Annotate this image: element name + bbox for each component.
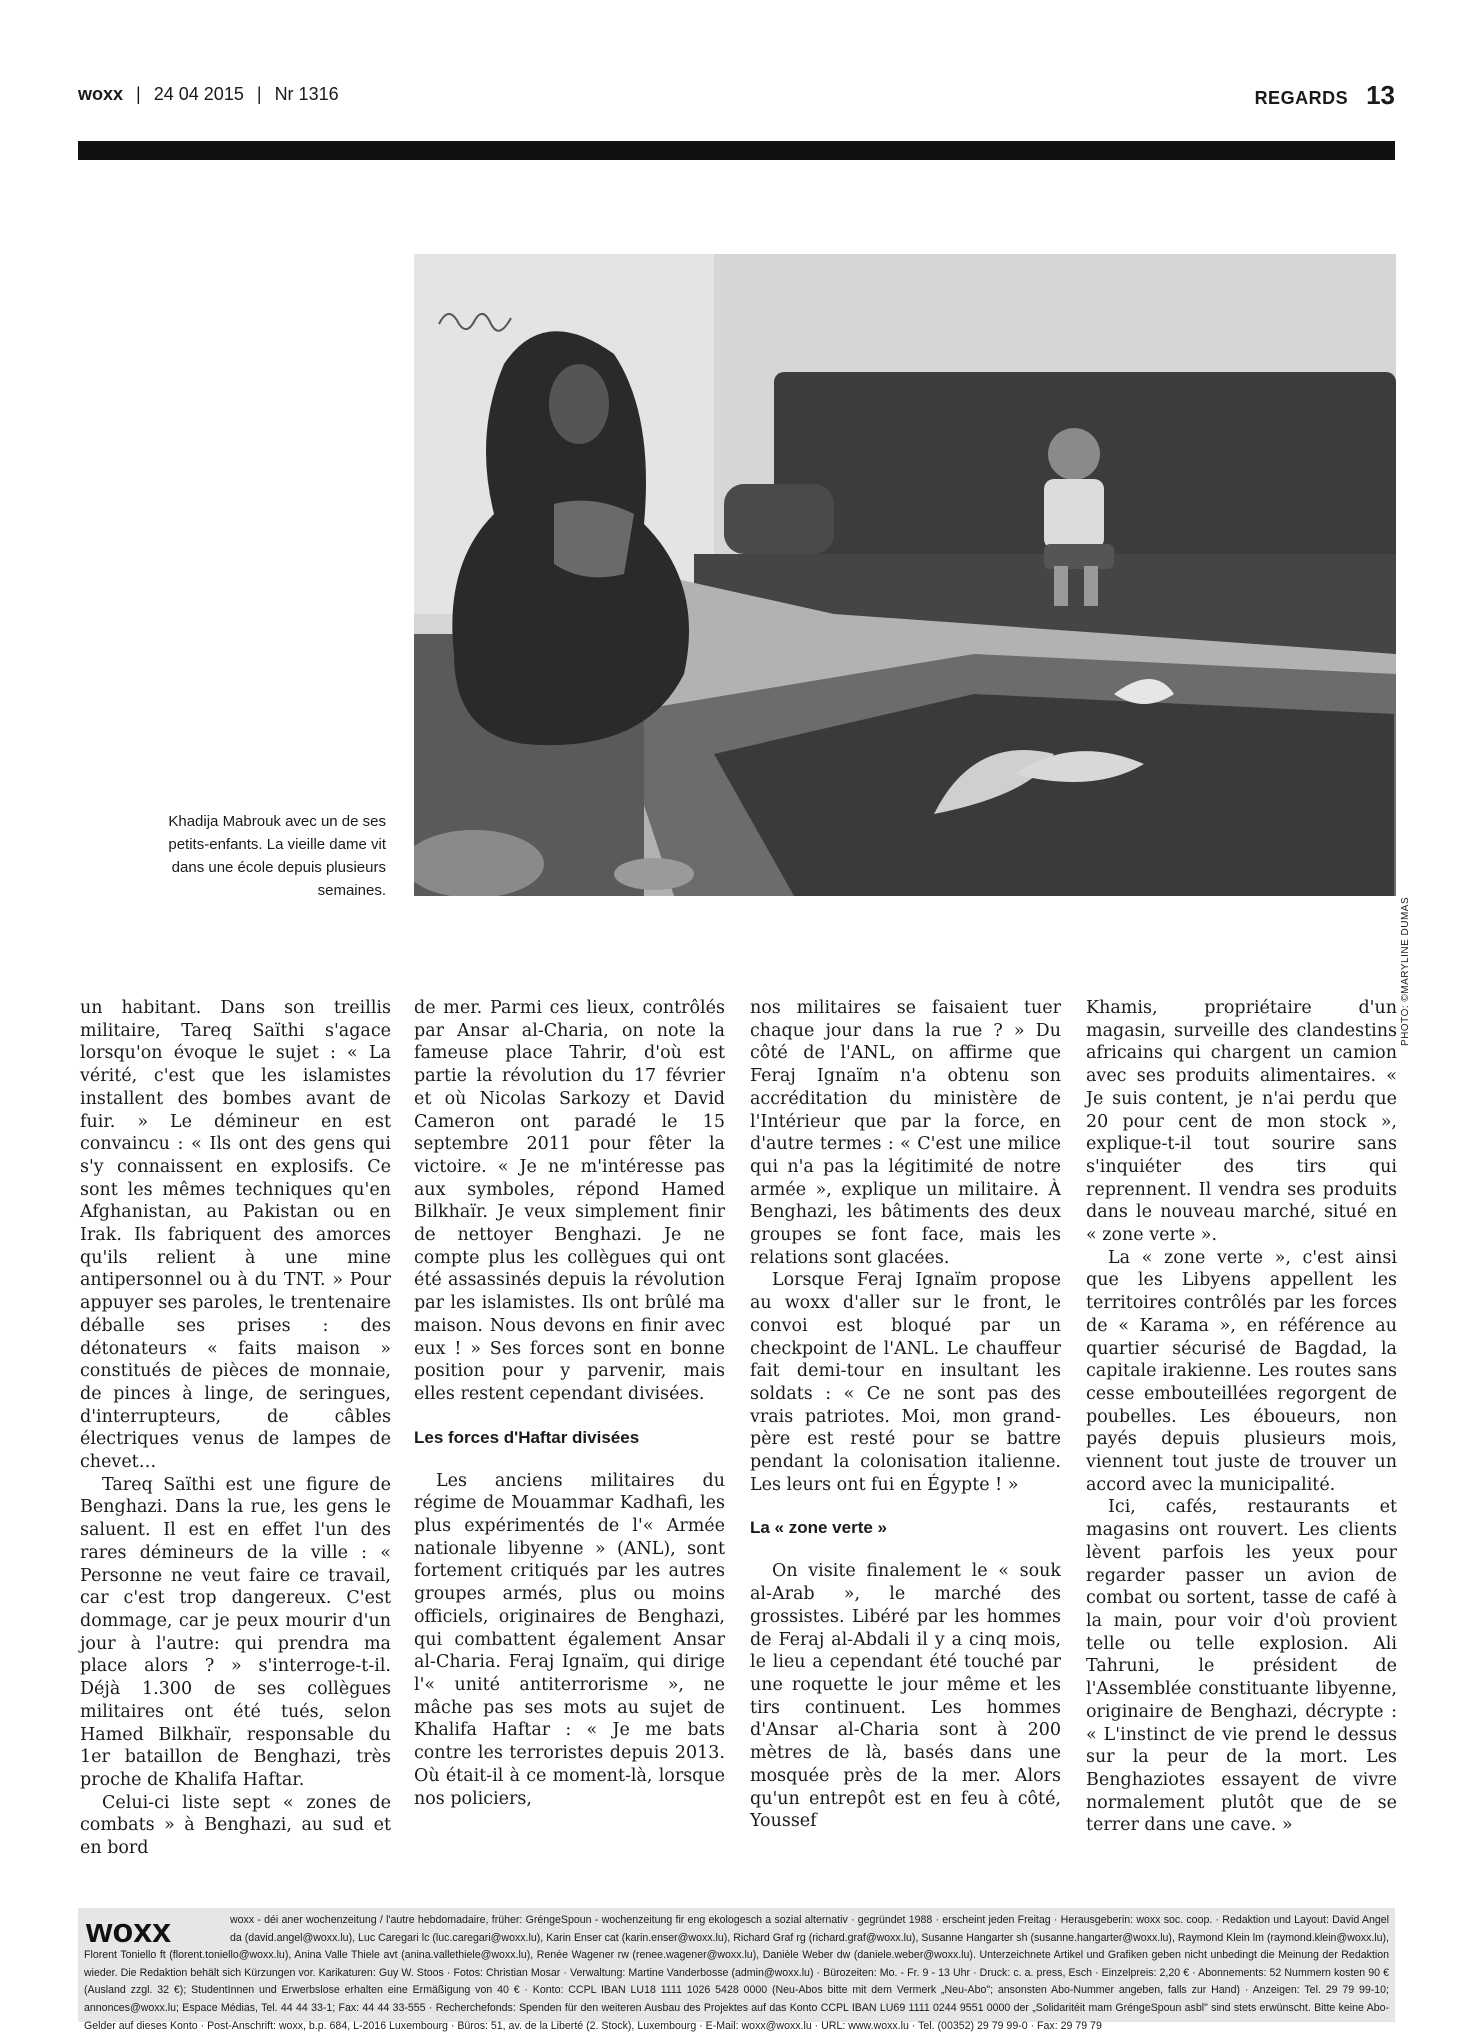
subheading: La « zone verte » [750,1518,888,1538]
paragraph: Khamis, propriétaire d'un magasin, surveille des clandestins africains qui chargent un camion avec ses produits alimentaires. « Je suis content, je n'ai perdu que 20 pour cent de mon stock », explique-t-il tout sourire sans s'inquiéter des tirs qui reprennent. Il vendra ses produits dans le nouveau marché, situé en « zone verte ». [1086,998,1397,1246]
header-right [1255,80,1395,111]
page-number: 13 [1366,80,1395,110]
separator: | [136,84,141,104]
photo-credit-text: PHOTO: ©MARYLINE DUMAS [1400,896,1411,1046]
paragraph: Lorsque Feraj Ignaïm propose au woxx d'aller sur le front, le convoi est bloqué par un checkpoint de l'ANL. Le chauffeur fait demi-tour en insultant les soldats : « Ce ne sont pas des vrais patriotes. Moi, mon grand-père est resté pour se battre pendant la colonisation italienne. Les leurs ont fui en Égypte ! » [750,1270,1061,1495]
imprint-box [78,1908,1395,2032]
photo-caption: Khadija Mabrouk avec un de ses petits-enfants. La vieille dame vit dans une école depuis plusieurs semaines. [168,813,386,899]
issue-date: 24 04 2015 [153,84,244,104]
woxx-logo-icon [84,1912,224,1946]
issue-number: Nr 1316 [274,84,339,104]
article-column-4 [1086,997,1397,1837]
svg-text:woxx: woxx [86,1912,172,1946]
paragraph: On visite finalement le « souk al-Arab », le marché des grossistes. Libéré par les hommes de Feraj al-Abdali il y a cinq mois, le lieu a cependant été touché par une roquette le jour même et les tirs continuent. Les hommes d'Ansar al-Charia sont à 200 mètres de là, basés dans une mosquée près de la mer. Alors qu'un entrepôt est en feu à côté, Youssef [750,1561,1061,1832]
paragraph: nos militaires se faisaient tuer chaque jour dans la rue ? » Du côté de l'ANL, on affirme que Feraj Ignaïm n'a obtenu son accréditation du ministère de l'Intérieur que par la force, en d'autre termes : « C'est une milice qui n'a pas la légitimité de notre armée », explique un militaire. À Benghazi, les bâtiments des deux groupes se font face, mais les relations sont glacées. [750,998,1061,1268]
article-column-1 [80,997,391,1860]
subheading: Les forces d'Haftar divisées [414,1427,640,1447]
article-column-2 [414,997,725,1810]
header-left [78,84,339,105]
separator: | [256,84,262,104]
paragraph: La « zone verte », c'est ainsi que les Libyens appellent les territoires contrôlés par les forces de « Karama », en référence au quartier sécurisé de Bagdad, la capitale irakienne. Les routes sans cesse embouteillées regorgent de poubelles. Les éboueurs, non payés depuis plusieurs mois, viennent tout juste de trouver un accord avec la municipalité. [1086,1247,1397,1495]
paragraph: Celui-ci liste sept « zones de combats » à Benghazi, au sud et en bord [80,1792,391,1859]
photo-credit [1399,896,1413,1046]
imprint-logo [84,1912,230,1946]
paragraph: Les anciens militaires du régime de Mouammar Kadhafi, les plus expérimentés de l'« Armée nationale libyenne » (ANL), sont fortement critiqués par les autres groupes armés, plus ou moins officiels, originaires de Benghazi, qui combattent également Ansar al-Charia. Feraj Ignaïm, qui dirige l'« unité antiterrorisme », ne mâche pas ses mots au sujet de Khalifa Haftar : « Je me bats contre les terroristes depuis 2013. Où était-il à ce moment-là, lorsque nos policiers, [414,1470,725,1809]
paragraph: un habitant. Dans son treillis militaire, Tareq Saïthi s'agace lorsqu'on évoque le sujet : « La vérité, c'est que les islamistes installent des bombes avant de fuir. » Le démineur en est convaincu : « Ils ont des gens qui s'y connaissent en explosifs. Ce sont les mêmes techniques qu'en Afghanistan, au Pakistan ou en Irak. Ils fabriquent des amorces qu'ils relient à une mine antipersonnel ou à du TNT. » Pour appuyer ses paroles, le trentenaire déballe ses prises : des détonateurs « faits maison » constitués de pièces de monnaie, de pinces à linge, de seringues, d'interrupteurs, de câbles électriques venus de lampes de chevet… [80,998,391,1473]
paragraph: de mer. Parmi ces lieux, contrôlés par Ansar al-Charia, on note la fameuse place Tahrir, d'où est partie la révolution du 17 février et où Nicolas Sarkozy et David Cameron ont paradé le 15 septembre 2011 pour fêter la victoire. « Je ne m'intéresse pas aux symboles, répond Hamed Bilkhaïr. Je veux simplement finir de nettoyer Benghazi. Je ne compte plus les collègues qui ont été assassinés depuis la révolution par les islamistes. Ils ont brûlé ma maison. Nous devons en finir avec eux ! » Ses forces sont en bonne position pour y parvenir, mais elles restent cependant divisées. [414,998,725,1404]
imprint-text: woxx - déi aner wochenzeitung / l'autre hebdomadaire, früher: GréngeSpoun - wochenzeitung fir eng ekologesch a sozial alternativ · gegründet 1988 · erscheint jeden Freitag · Herausgeberin: woxx soc. coop. · Redaktion und Layout: David Angel da (david.angel@woxx.lu), Luc Caregari lc (luc.caregari@woxx.lu), Karin Enser cat (karin.enser@woxx.lu), Richard Graf rg (richard.graf@woxx.lu), Susanne Hangarter sh (susanne.hangarter@woxx.lu), Raymond Klein lm (raymond.klein@woxx.lu), Florent Toniello ft (florent.toniello@woxx.lu), Anina Valle Thiele avt (anina.vallethiele@woxx.lu), Renée Wagener rw (renee.wagener@woxx.lu), Danièle Weber dw (daniele.weber@woxx.lu). Unterzeichnete Artikel und Grafiken geben nicht unbedingt die Meinung der Redaktion wieder. Die Redaktion behält sich Kürzungen vor. Karikaturen: Guy W. Stoos · Fotos: Christian Mosar · Verwaltung: Martine Vanderbosse (admin@woxx.lu) · Bürozeiten: Mo. - Fr. 9 - 13 Uhr · Druck: c. a. press, Esch · Einzelpreis: 2,20 € · Abonnements: 52 Nummern kosten 90 € (Ausland zzgl. 32 €); StudentInnen und Erwerbslose erhalten eine Ermäßigung von 40 € · Konto: CCPL IBAN LU18 1111 1026 5428 0000 (Neu-Abos bitte mit dem Vermerk „Neu-Abo"; ansonsten Abo-Nummer angeben, falls zur Hand) · Anzeigen: Tel. 29 79 99-10; annonces@woxx.lu; Espace Médias, Tel. 44 44 33-1; Fax: 44 44 33-555 · Recherchefonds: Spenden für den weiteren Ausbau des Projektes auf das Konto CCPL IBAN LU69 1111 0244 9551 0000 der „Solidaritéit mam GréngeSpoun asbl" sind stets erwünscht. Bitte keine Abo-Gelder auf dieses Konto · Post-Anschrift: woxx, b.p. 684, L-2016 Luxembourg · Büros: 51, av. de la Liberté (2. Stock), Luxembourg · E-Mail: woxx@woxx.lu · URL: www.woxx.lu · Tel. (00352) 29 79 99-0 · Fax: 29 79 79 [84,1914,1389,2032]
paragraph: Tareq Saïthi est une figure de Benghazi. Dans la rue, les gens le saluent. Il est en effet l'un des rares démineurs de la ville : « Personne ne veut faire ce travail, car c'est trop dangereux. C'est dommage, car je peux mourir d'un jour à l'autre: qui prendra ma place alors ? » s'interroge-t-il. Déjà 1.300 de ses collègues militaires ont été tués, selon Hamed Bilkhaïr, responsable du 1er bataillon de Benghazi, très proche de Khalifa Haftar. [80,1474,391,1790]
article-photo [414,254,1396,896]
imprint-text-block [84,1912,1389,2035]
header-rule [78,141,1395,160]
section-name: REGARDS [1254,88,1349,108]
paragraph: Ici, cafés, restaurants et magasins ont rouvert. Les clients lèvent parfois les yeux pour regarder passer un avion de combat ou sortent, tasse de café à la main, pour voir d'où provient telle ou telle explosion. Ali Tahruni, le président de l'Assemblée constituante libyenne, originaire de Benghazi, décrypte : « L'instinct de vie prend le dessus sur la peur de la mort. Les Benghaziotes essayent de vivre normalement plutôt que de se terrer dans une cave. » [1086,1497,1397,1836]
article-column-3 [750,997,1061,1833]
photo-illustration [414,254,1396,896]
brand-name: woxx [78,84,124,104]
page-header [78,80,1395,114]
